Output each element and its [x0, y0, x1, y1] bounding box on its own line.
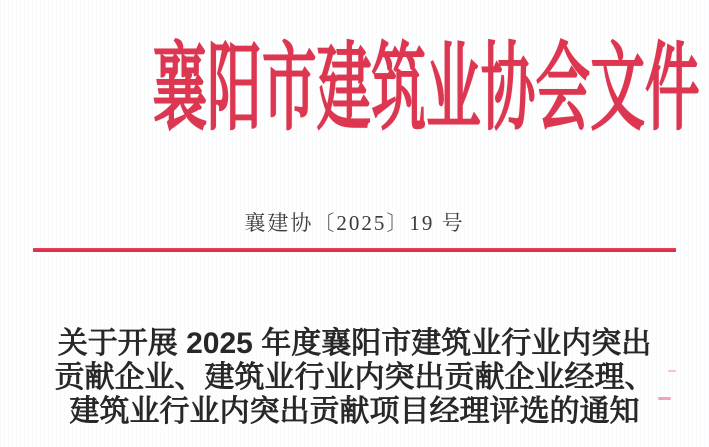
subject-line-3: 建筑业行业内突出贡献项目经理评选的通知 — [69, 395, 640, 428]
scan-artifact — [658, 397, 671, 400]
document-subject-title — [0, 327, 709, 429]
subject-line-1: 关于开展 2025 年度襄阳市建筑业行业内突出 — [57, 327, 652, 360]
document-number: 襄建协〔2025〕19 号 — [244, 211, 465, 235]
org-header-title: 襄阳市建筑业协会文件 — [152, 35, 700, 142]
scan-artifact — [668, 370, 676, 372]
red-divider-rule — [33, 248, 676, 252]
subject-line-2: 贡献企业、建筑业行业内突出贡献企业经理、 — [54, 361, 655, 394]
